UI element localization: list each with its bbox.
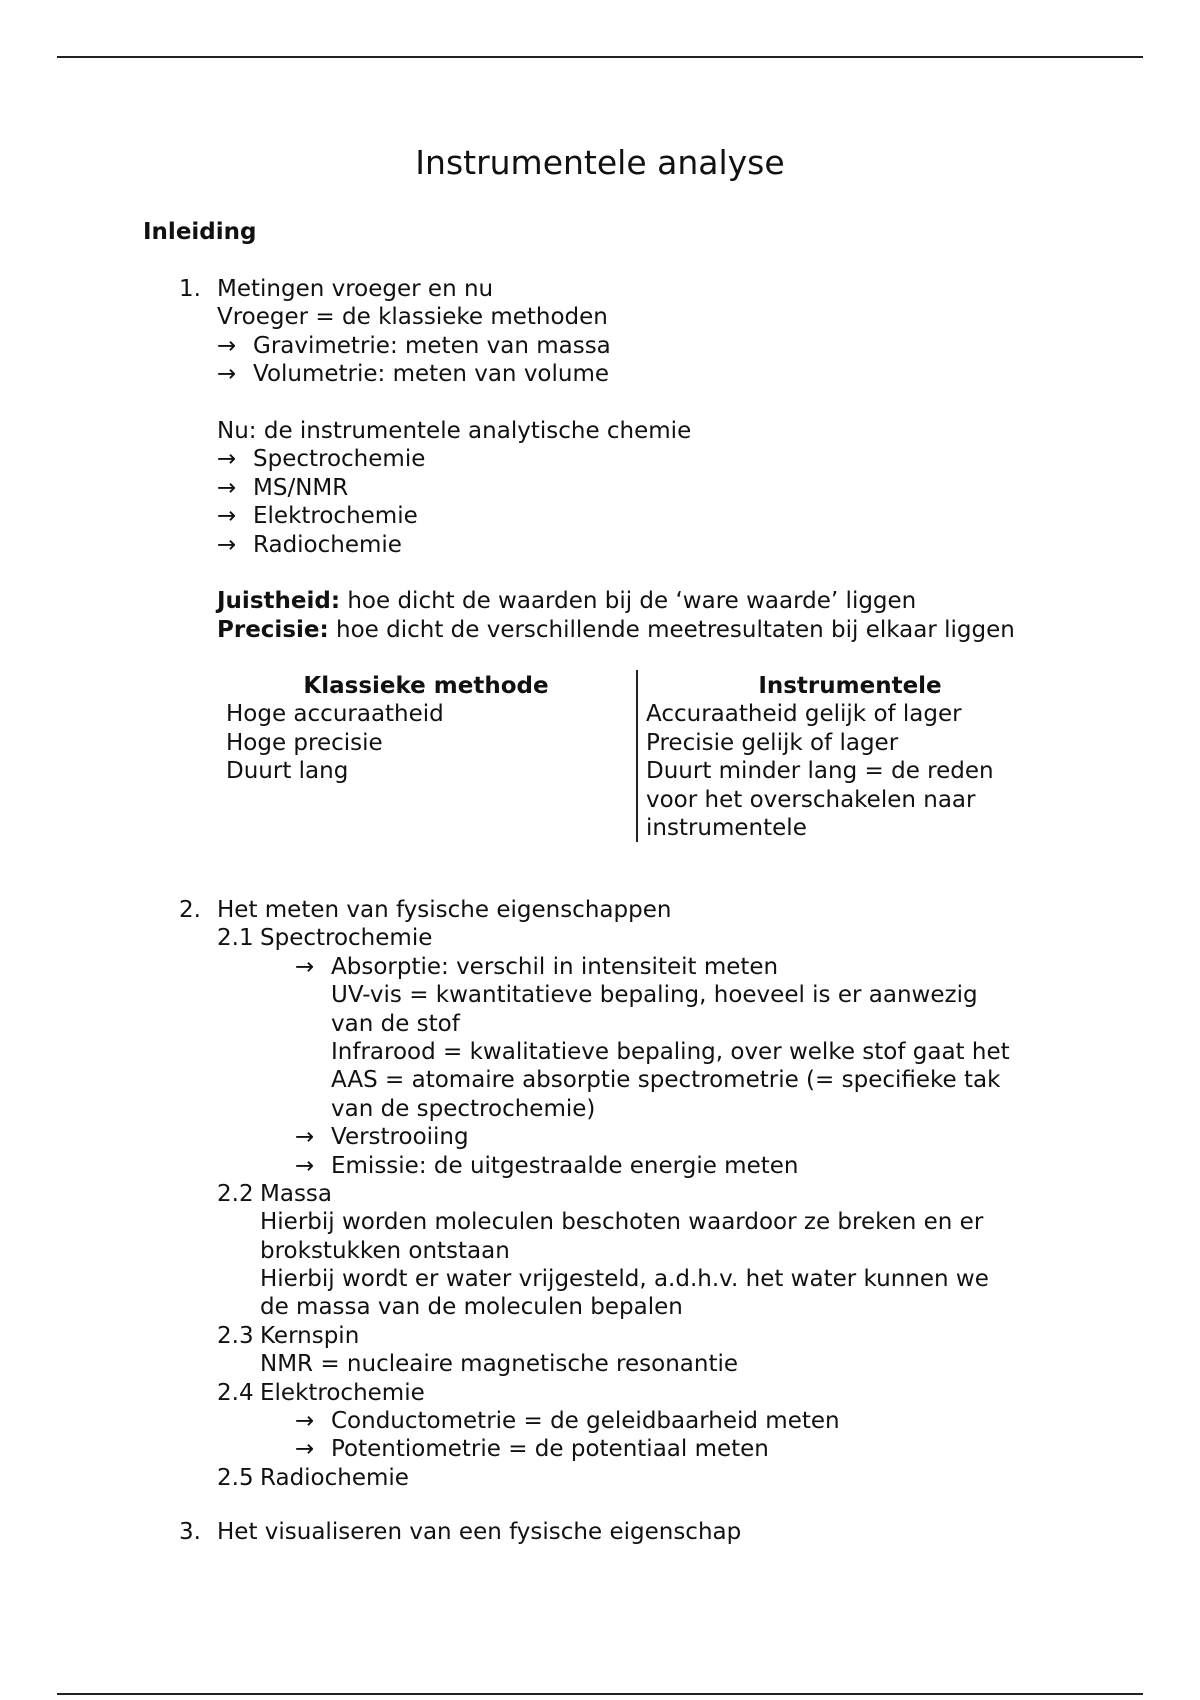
precisie-definition: Precisie: hoe dicht de verschillende meetresultaten bij elkaar liggen [217, 616, 1015, 643]
arrow-icon: → [217, 361, 237, 388]
arrow-icon: → [295, 1408, 315, 1435]
subsection-2-1: 2.1 Spectrochemie [217, 925, 433, 952]
table-column-klassiek [216, 672, 636, 786]
text-line: van de spectrochemie) [331, 1095, 596, 1122]
subsection-2-4: 2.4 Elektrochemie [217, 1379, 425, 1406]
document-title: Instrumentele analyse [415, 143, 785, 182]
arrow-icon: → [295, 1152, 315, 1179]
text-line: UV-vis = kwantitatieve bepaling, hoeveel is er aanwezig [331, 982, 978, 1009]
subsection-2-3: 2.3 Kernspin [217, 1322, 360, 1349]
table-divider [636, 670, 638, 842]
section-title: Het meten van fysische eigenschappen [217, 897, 672, 923]
arrow-icon: → [217, 332, 237, 359]
subsection-2-2: 2.2 Massa [217, 1180, 332, 1207]
subsection-2-5: 2.5 Radiochemie [217, 1464, 409, 1491]
table-column-instrumenteel [644, 672, 1056, 842]
text-line: AAS = atomaire absorptie spectrometrie (= specifieke tak [331, 1067, 1001, 1094]
section-number: 2. [179, 897, 201, 923]
text-line: de massa van de moleculen bepalen [260, 1294, 683, 1321]
table-cell: Hoge accuraatheid [226, 701, 444, 728]
list-item: → Verstrooiing [295, 1124, 469, 1151]
list-item: → Spectrochemie [217, 446, 426, 473]
list-item: → Absorptie: verschil in intensiteit meten [295, 953, 779, 980]
list-item: → Radiochemie [217, 531, 402, 558]
arrow-icon: → [295, 953, 315, 980]
list-item: → MS/NMR [217, 474, 349, 501]
table-cell: voor het overschakelen naar [646, 786, 976, 813]
arrow-icon: → [217, 474, 237, 501]
section-heading: Inleiding [143, 219, 257, 245]
arrow-icon: → [217, 446, 237, 473]
text-line: Infrarood = kwalitatieve bepaling, over welke stof gaat het [331, 1038, 1010, 1065]
arrow-icon: → [295, 1436, 315, 1463]
bottom-rule [57, 1693, 1143, 1695]
arrow-icon: → [217, 531, 237, 558]
juistheid-definition: Juistheid: hoe dicht de waarden bij de ‘ware waarde’ liggen [217, 588, 917, 615]
section-title: Metingen vroeger en nu [217, 276, 494, 302]
vroeger-line: Vroeger = de klassieke methoden [217, 304, 608, 331]
list-item: → Volumetrie: meten van volume [217, 361, 610, 388]
table-cell: Hoge precisie [226, 729, 383, 756]
section-number: 1. [179, 276, 201, 302]
text-line: Hierbij wordt er water vrijgesteld, a.d.h.v. het water kunnen we [260, 1266, 989, 1293]
table-header: Instrumentele [758, 673, 942, 699]
text-line: van de stof [331, 1010, 460, 1037]
table-header: Klassieke methode [303, 673, 549, 699]
text-line: NMR = nucleaire magnetische resonantie [260, 1351, 739, 1378]
list-item: → Gravimetrie: meten van massa [217, 332, 611, 359]
nu-line: Nu: de instrumentele analytische chemie [217, 417, 692, 444]
list-item: → Conductometrie = de geleidbaarheid meten [295, 1408, 840, 1435]
arrow-icon: → [295, 1124, 315, 1151]
top-rule [57, 56, 1143, 58]
table-cell: Duurt minder lang = de reden [646, 758, 994, 785]
section-2 [179, 896, 1010, 1492]
table-cell: Duurt lang [226, 758, 349, 785]
table-cell: instrumentele [646, 814, 807, 841]
list-item: → Elektrochemie [217, 503, 418, 530]
table-cell: Accuraatheid gelijk of lager [646, 701, 962, 728]
table-cell: Precisie gelijk of lager [646, 729, 899, 756]
section-3 [179, 1518, 741, 1546]
arrow-icon: → [217, 503, 237, 530]
text-line: Hierbij worden moleculen beschoten waardoor ze breken en er [260, 1209, 984, 1236]
section-number: 3. [179, 1519, 201, 1545]
list-item: → Emissie: de uitgestraalde energie meten [295, 1152, 799, 1179]
text-line: brokstukken ontstaan [260, 1237, 510, 1264]
section-1 [179, 275, 1015, 644]
section-title: Het visualiseren van een fysische eigenschap [217, 1519, 742, 1545]
list-item: → Potentiometrie = de potentiaal meten [295, 1436, 769, 1463]
